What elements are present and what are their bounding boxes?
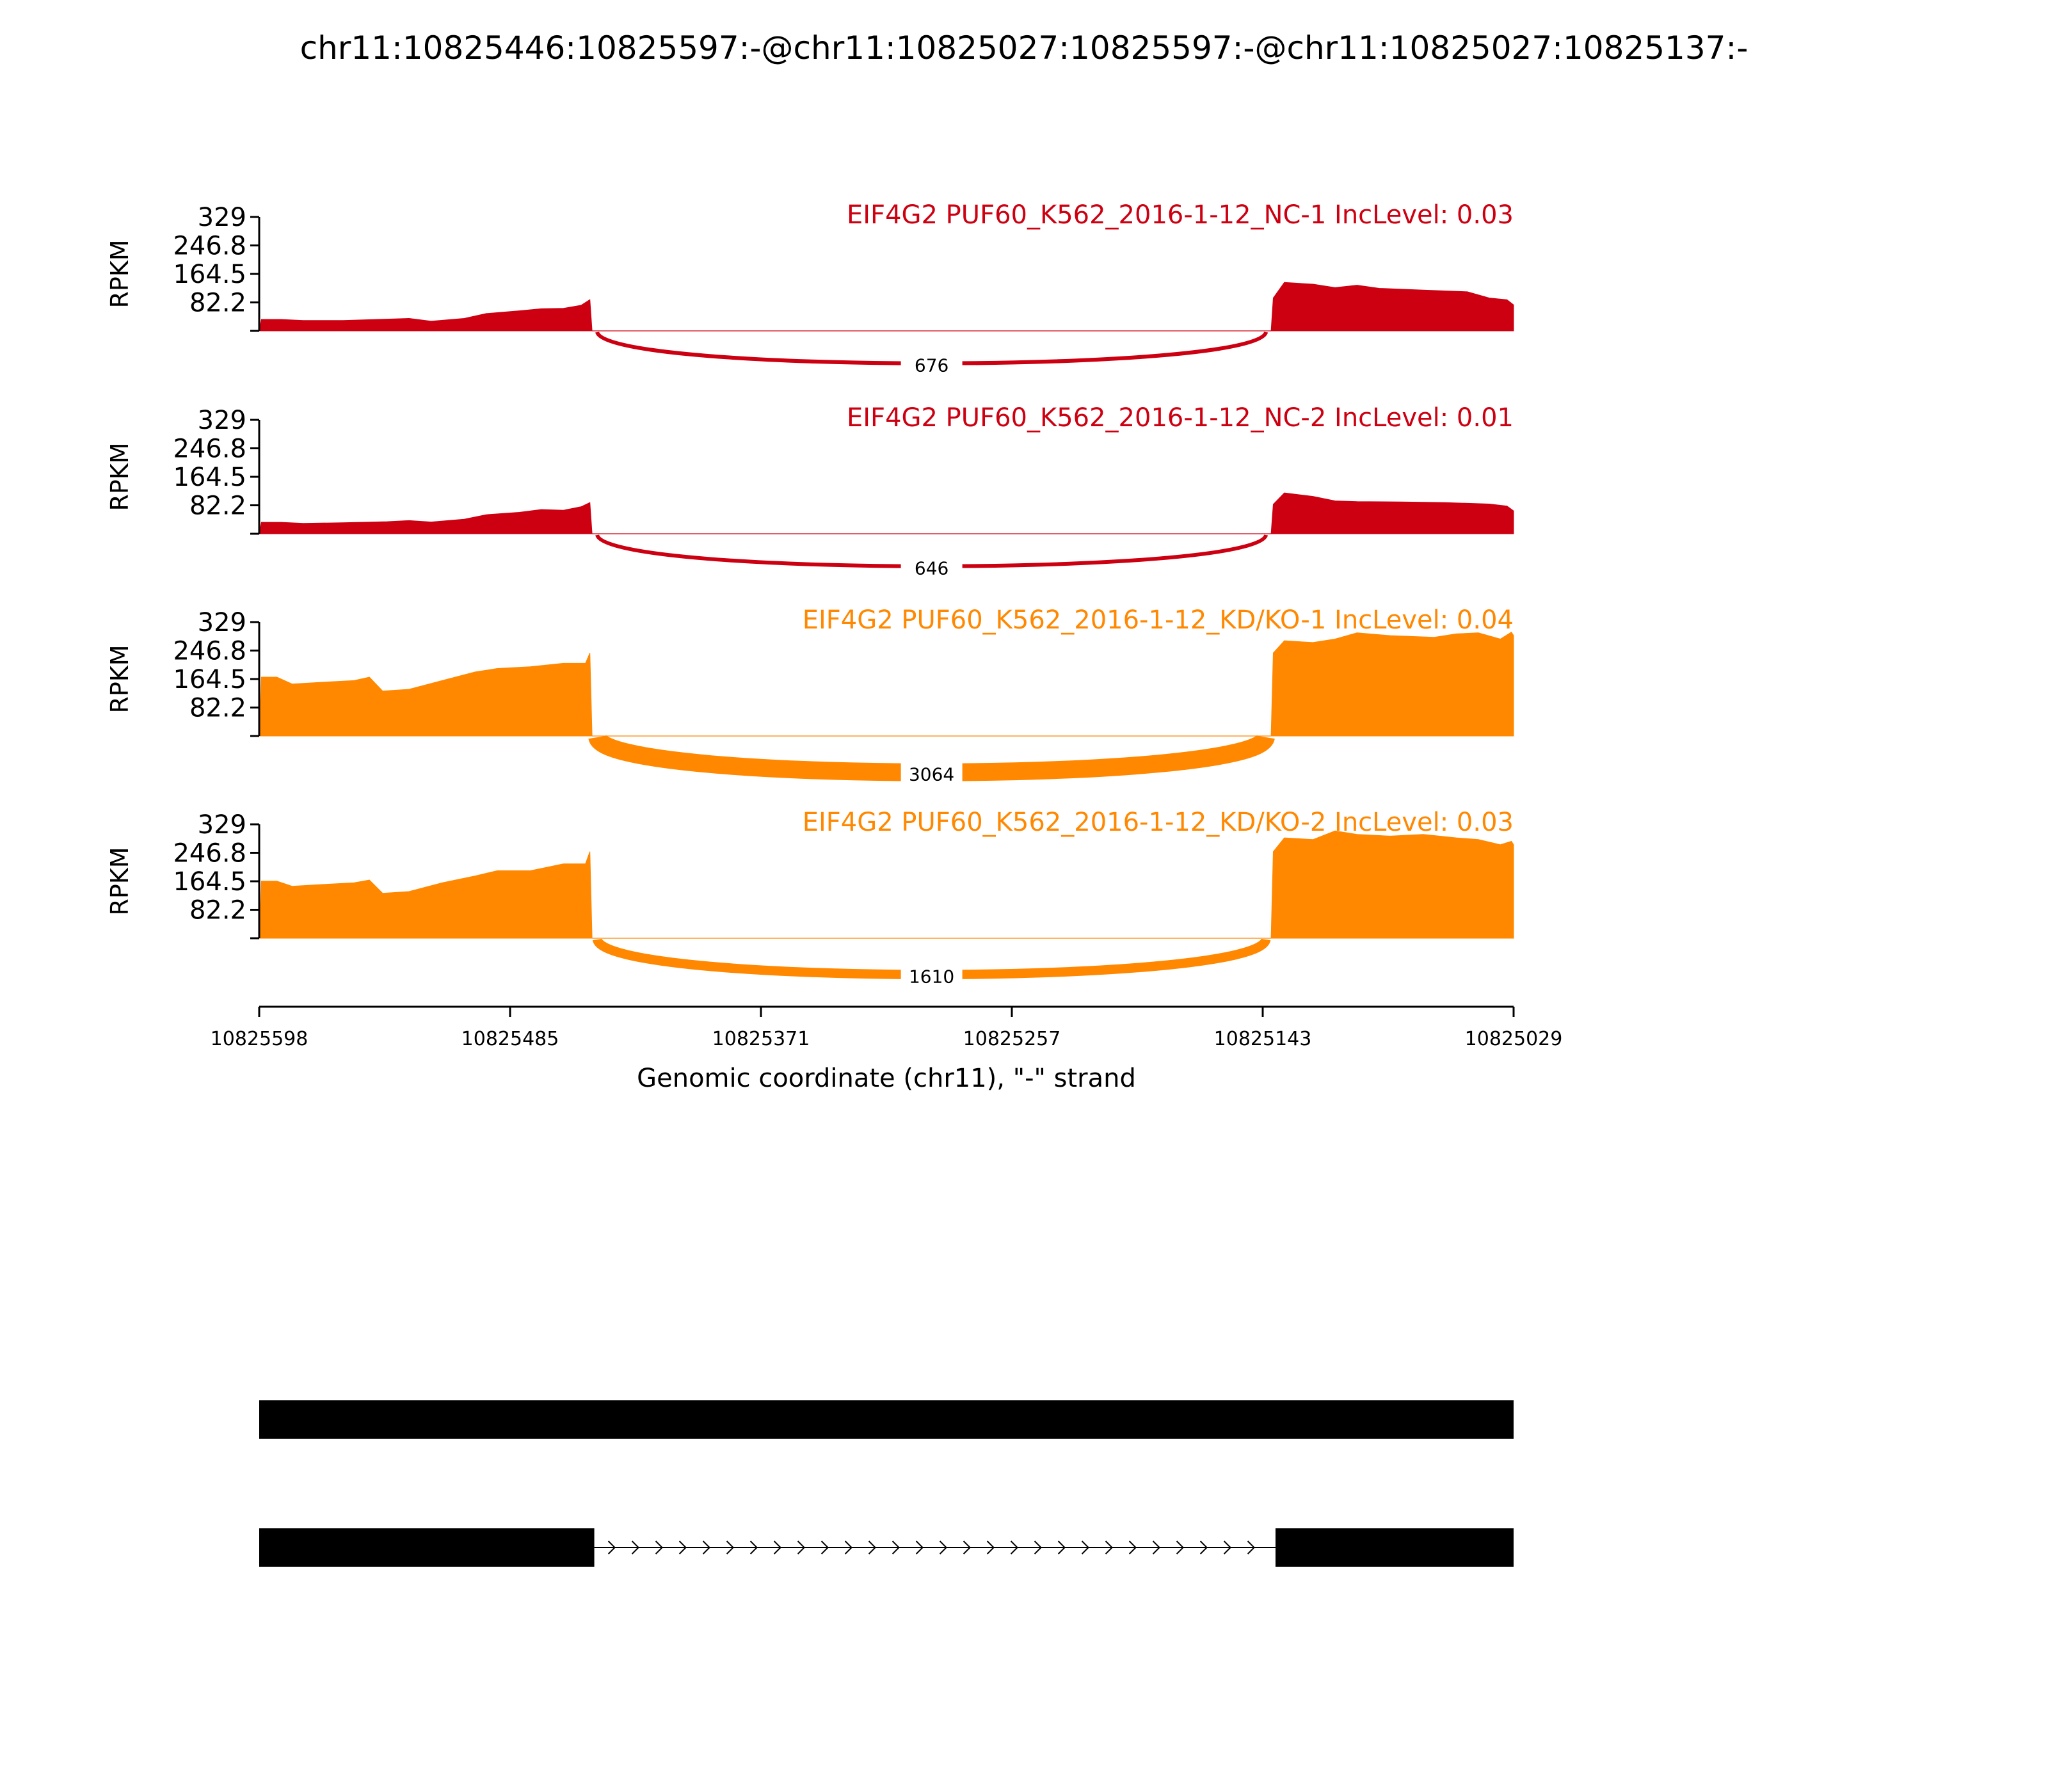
y-axis-label: RPKM <box>106 644 134 714</box>
sample-label: EIF4G2 PUF60_K562_2016-1-12_NC-1 IncLevel: 0.03 <box>846 200 1514 230</box>
exon-block <box>259 1528 595 1567</box>
y-tick-label: 164.5 <box>173 867 246 897</box>
y-tick-label: 246.8 <box>173 434 246 464</box>
y-axis-label: RPKM <box>106 847 134 916</box>
y-axis-label: RPKM <box>106 442 134 511</box>
y-tick-label: 246.8 <box>173 231 246 261</box>
junction-count-label: 1610 <box>908 966 955 988</box>
y-tick-label: 82.2 <box>189 693 246 723</box>
exon-block <box>1276 1528 1514 1567</box>
y-tick-label: 82.2 <box>189 491 246 521</box>
y-tick-label: 329 <box>197 608 246 637</box>
y-tick-label: 164.5 <box>173 260 246 289</box>
y-tick-label: 246.8 <box>173 838 246 868</box>
y-tick-label: 82.2 <box>189 288 246 318</box>
figure-title: chr11:10825446:10825597:-@chr11:10825027:10825597:-@chr11:10825027:10825137:- <box>300 29 1748 67</box>
y-tick-label: 329 <box>197 203 246 232</box>
x-axis-label: Genomic coordinate (chr11), "-" strand <box>637 1064 1136 1093</box>
y-tick-label: 329 <box>197 810 246 840</box>
junction-count-label: 646 <box>914 557 949 579</box>
y-tick-label: 164.5 <box>173 463 246 492</box>
y-tick-label: 164.5 <box>173 665 246 694</box>
y-tick-label: 246.8 <box>173 636 246 666</box>
x-tick-label: 10825257 <box>963 1028 1061 1050</box>
x-tick-label: 10825598 <box>210 1028 308 1050</box>
y-tick-label: 329 <box>197 406 246 435</box>
exon-block <box>259 1400 1514 1439</box>
isoform-1 <box>259 1400 1514 1439</box>
junction-count-label: 676 <box>914 355 949 376</box>
x-tick-label: 10825485 <box>461 1028 559 1050</box>
sample-label: EIF4G2 PUF60_K562_2016-1-12_KD/KO-2 IncLevel: 0.03 <box>802 808 1514 837</box>
junction-count-label: 3064 <box>908 764 955 785</box>
x-tick-label: 10825371 <box>712 1028 810 1050</box>
x-tick-label: 10825143 <box>1213 1028 1312 1050</box>
y-axis-label: RPKM <box>106 239 134 308</box>
x-tick-label: 10825029 <box>1464 1028 1563 1050</box>
y-tick-label: 82.2 <box>189 895 246 925</box>
sample-label: EIF4G2 PUF60_K562_2016-1-12_KD/KO-1 IncLevel: 0.04 <box>802 605 1514 635</box>
sample-label: EIF4G2 PUF60_K562_2016-1-12_NC-2 IncLevel: 0.01 <box>846 403 1514 433</box>
